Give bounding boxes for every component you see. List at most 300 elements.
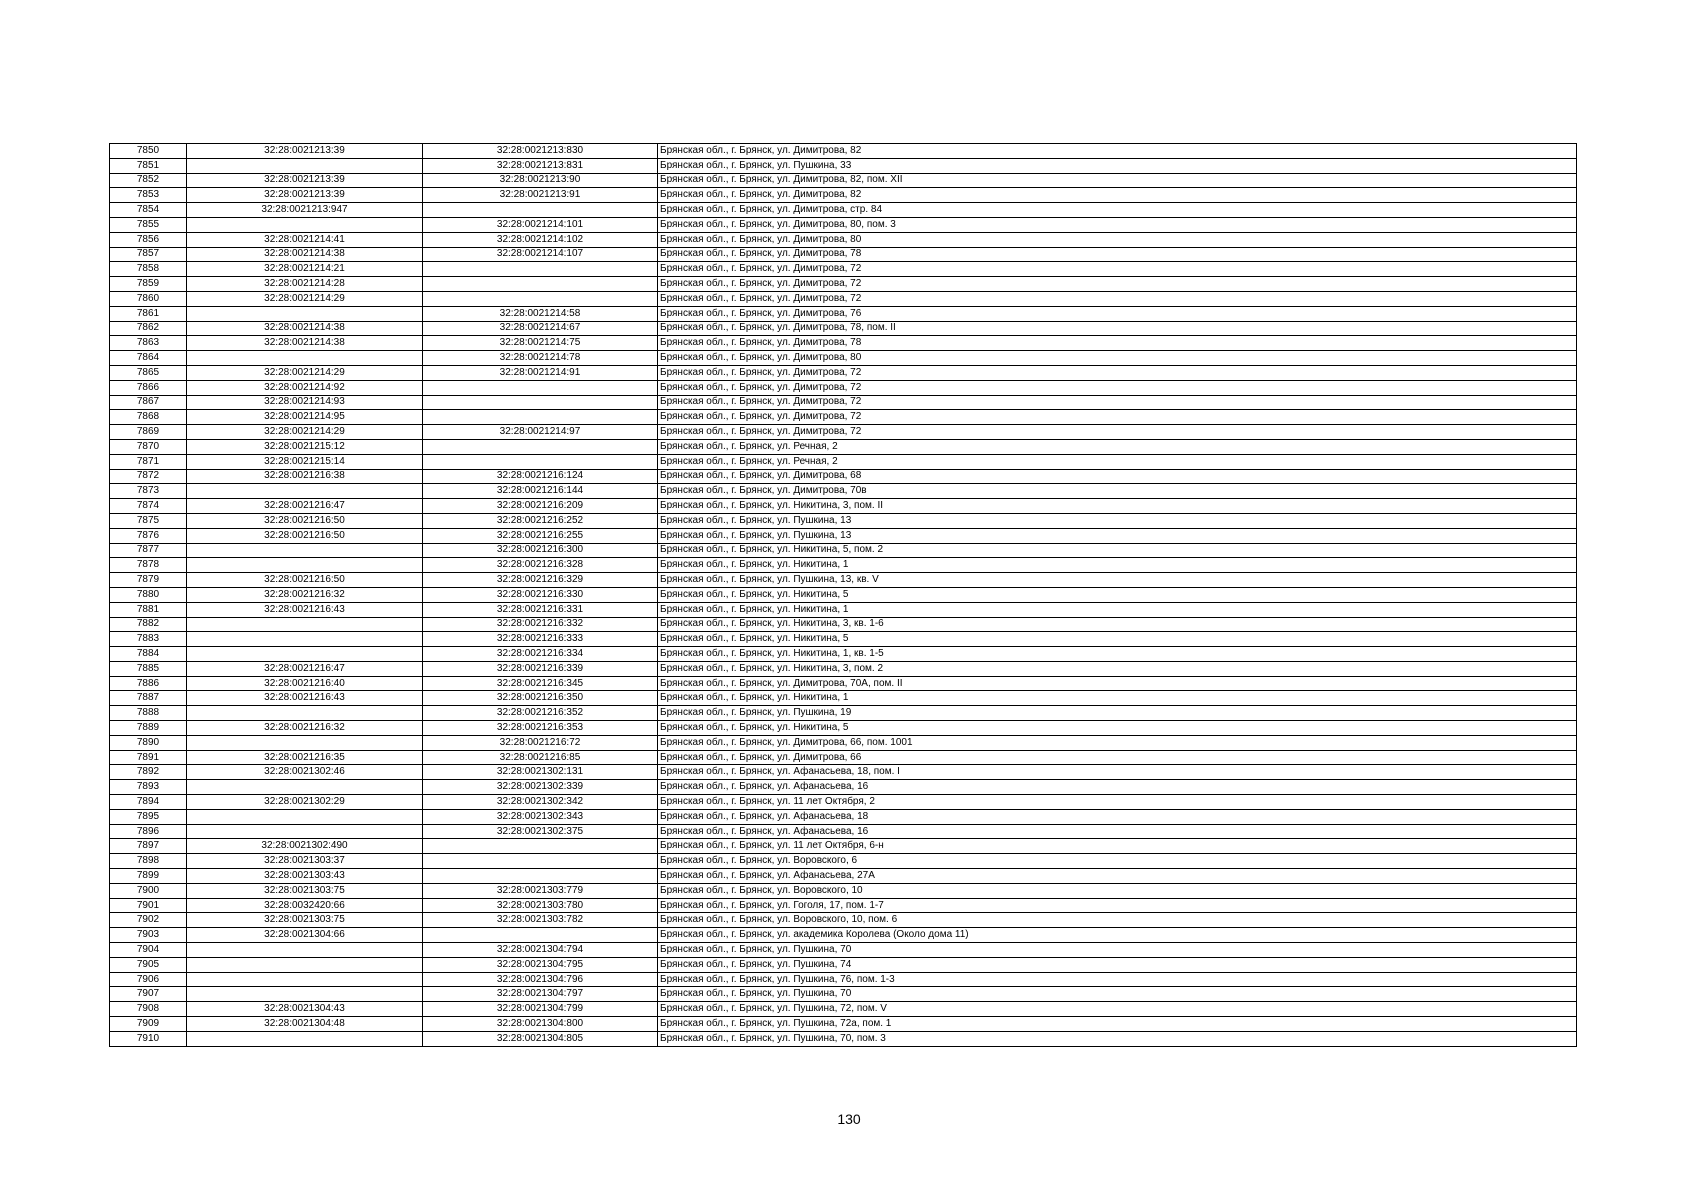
table-row xyxy=(110,217,1577,232)
parcel-number-cell: 32:28:0021303:75 xyxy=(187,883,423,898)
object-number-cell: 32:28:0021214:75 xyxy=(423,336,658,351)
parcel-number-cell: 32:28:0021216:50 xyxy=(187,528,423,543)
object-number-cell: 32:28:0021214:67 xyxy=(423,321,658,336)
row-number-cell: 7869 xyxy=(110,425,187,440)
row-number-cell: 7866 xyxy=(110,380,187,395)
row-number-cell: 7903 xyxy=(110,928,187,943)
row-number-cell: 7860 xyxy=(110,291,187,306)
row-number-cell: 7870 xyxy=(110,439,187,454)
row-number-cell: 7885 xyxy=(110,661,187,676)
address-cell: Брянская обл., г. Брянск, ул. Воровского, 10, пом. 6 xyxy=(658,913,1577,928)
object-number-cell: 32:28:0021216:345 xyxy=(423,676,658,691)
object-number-cell xyxy=(423,277,658,292)
address-cell: Брянская обл., г. Брянск, ул. академика Королева (Около дома 11) xyxy=(658,928,1577,943)
object-number-cell xyxy=(423,291,658,306)
object-number-cell: 32:28:0021214:107 xyxy=(423,247,658,262)
parcel-number-cell: 32:28:0032420:66 xyxy=(187,898,423,913)
address-cell: Брянская обл., г. Брянск, ул. Афанасьева, 18, пом. I xyxy=(658,765,1577,780)
object-number-cell xyxy=(423,439,658,454)
table-row xyxy=(110,573,1577,588)
parcel-number-cell: 32:28:0021216:43 xyxy=(187,691,423,706)
object-number-cell: 32:28:0021302:343 xyxy=(423,809,658,824)
object-number-cell: 32:28:0021216:353 xyxy=(423,721,658,736)
object-number-cell xyxy=(423,854,658,869)
table-row xyxy=(110,883,1577,898)
parcel-number-cell xyxy=(187,972,423,987)
object-number-cell: 32:28:0021213:90 xyxy=(423,173,658,188)
row-number-cell: 7905 xyxy=(110,957,187,972)
object-number-cell: 32:28:0021214:91 xyxy=(423,365,658,380)
parcel-number-cell: 32:28:0021304:43 xyxy=(187,1002,423,1017)
object-number-cell: 32:28:0021216:328 xyxy=(423,558,658,573)
table-row xyxy=(110,395,1577,410)
parcel-number-cell xyxy=(187,943,423,958)
parcel-number-cell xyxy=(187,780,423,795)
parcel-number-cell: 32:28:0021214:95 xyxy=(187,410,423,425)
table-row xyxy=(110,454,1577,469)
parcel-number-cell: 32:28:0021216:47 xyxy=(187,661,423,676)
parcel-number-cell xyxy=(187,706,423,721)
object-number-cell: 32:28:0021304:800 xyxy=(423,1017,658,1032)
table-row xyxy=(110,469,1577,484)
address-cell: Брянская обл., г. Брянск, ул. Димитрова, 72 xyxy=(658,380,1577,395)
registry-table-body xyxy=(110,144,1577,1047)
table-row xyxy=(110,351,1577,366)
table-row xyxy=(110,809,1577,824)
address-cell: Брянская обл., г. Брянск, ул. Никитина, 3, пом. 2 xyxy=(658,661,1577,676)
object-number-cell: 32:28:0021214:101 xyxy=(423,217,658,232)
object-number-cell xyxy=(423,928,658,943)
address-cell: Брянская обл., г. Брянск, ул. Димитрова, 78, пом. II xyxy=(658,321,1577,336)
address-cell: Брянская обл., г. Брянск, ул. Димитрова, 72 xyxy=(658,410,1577,425)
object-number-cell xyxy=(423,454,658,469)
object-number-cell: 32:28:0021216:339 xyxy=(423,661,658,676)
object-number-cell: 32:28:0021304:799 xyxy=(423,1002,658,1017)
table-row xyxy=(110,587,1577,602)
address-cell: Брянская обл., г. Брянск, ул. Пушкина, 13 xyxy=(658,528,1577,543)
object-number-cell: 32:28:0021216:255 xyxy=(423,528,658,543)
object-number-cell: 32:28:0021213:830 xyxy=(423,144,658,159)
address-cell: Брянская обл., г. Брянск, ул. Димитрова, 72 xyxy=(658,277,1577,292)
row-number-cell: 7882 xyxy=(110,617,187,632)
table-row xyxy=(110,647,1577,662)
row-number-cell: 7909 xyxy=(110,1017,187,1032)
row-number-cell: 7854 xyxy=(110,203,187,218)
object-number-cell: 32:28:0021216:252 xyxy=(423,513,658,528)
object-number-cell xyxy=(423,262,658,277)
row-number-cell: 7871 xyxy=(110,454,187,469)
row-number-cell: 7887 xyxy=(110,691,187,706)
object-number-cell: 32:28:0021216:332 xyxy=(423,617,658,632)
object-number-cell: 32:28:0021216:352 xyxy=(423,706,658,721)
address-cell: Брянская обл., г. Брянск, ул. Димитрова, 80 xyxy=(658,232,1577,247)
parcel-number-cell xyxy=(187,957,423,972)
row-number-cell: 7908 xyxy=(110,1002,187,1017)
object-number-cell xyxy=(423,203,658,218)
row-number-cell: 7883 xyxy=(110,632,187,647)
row-number-cell: 7899 xyxy=(110,869,187,884)
object-number-cell: 32:28:0021216:72 xyxy=(423,735,658,750)
parcel-number-cell: 32:28:0021214:38 xyxy=(187,336,423,351)
parcel-number-cell: 32:28:0021216:32 xyxy=(187,721,423,736)
table-row xyxy=(110,706,1577,721)
address-cell: Брянская обл., г. Брянск, ул. Афанасьева, 16 xyxy=(658,824,1577,839)
row-number-cell: 7894 xyxy=(110,795,187,810)
table-row xyxy=(110,232,1577,247)
address-cell: Брянская обл., г. Брянск, ул. Пушкина, 13 xyxy=(658,513,1577,528)
row-number-cell: 7851 xyxy=(110,158,187,173)
address-cell: Брянская обл., г. Брянск, ул. Гоголя, 17, пом. 1-7 xyxy=(658,898,1577,913)
table-row xyxy=(110,735,1577,750)
row-number-cell: 7850 xyxy=(110,144,187,159)
address-cell: Брянская обл., г. Брянск, ул. Пушкина, 13, кв. V xyxy=(658,573,1577,588)
table-row xyxy=(110,365,1577,380)
row-number-cell: 7886 xyxy=(110,676,187,691)
row-number-cell: 7880 xyxy=(110,587,187,602)
row-number-cell: 7895 xyxy=(110,809,187,824)
table-row xyxy=(110,602,1577,617)
table-row xyxy=(110,543,1577,558)
address-cell: Брянская обл., г. Брянск, ул. Пушкина, 33 xyxy=(658,158,1577,173)
parcel-number-cell: 32:28:0021214:93 xyxy=(187,395,423,410)
table-row xyxy=(110,839,1577,854)
table-row xyxy=(110,321,1577,336)
parcel-number-cell: 32:28:0021216:47 xyxy=(187,499,423,514)
table-row xyxy=(110,247,1577,262)
object-number-cell: 32:28:0021216:331 xyxy=(423,602,658,617)
address-cell: Брянская обл., г. Брянск, ул. Никитина, 1 xyxy=(658,602,1577,617)
table-row xyxy=(110,425,1577,440)
row-number-cell: 7876 xyxy=(110,528,187,543)
address-cell: Брянская обл., г. Брянск, ул. Пушкина, 70 xyxy=(658,943,1577,958)
address-cell: Брянская обл., г. Брянск, ул. Речная, 2 xyxy=(658,454,1577,469)
table-row xyxy=(110,957,1577,972)
table-row xyxy=(110,913,1577,928)
table-row xyxy=(110,1017,1577,1032)
row-number-cell: 7906 xyxy=(110,972,187,987)
object-number-cell: 32:28:0021214:78 xyxy=(423,351,658,366)
row-number-cell: 7901 xyxy=(110,898,187,913)
object-number-cell: 32:28:0021216:330 xyxy=(423,587,658,602)
parcel-number-cell xyxy=(187,809,423,824)
row-number-cell: 7858 xyxy=(110,262,187,277)
table-row xyxy=(110,898,1577,913)
table-row xyxy=(110,1031,1577,1046)
parcel-number-cell xyxy=(187,1031,423,1046)
row-number-cell: 7896 xyxy=(110,824,187,839)
parcel-number-cell: 32:28:0021214:21 xyxy=(187,262,423,277)
address-cell: Брянская обл., г. Брянск, ул. Димитрова, 78 xyxy=(658,336,1577,351)
object-number-cell: 32:28:0021304:796 xyxy=(423,972,658,987)
object-number-cell: 32:28:0021303:782 xyxy=(423,913,658,928)
object-number-cell: 32:28:0021304:794 xyxy=(423,943,658,958)
address-cell: Брянская обл., г. Брянск, ул. Димитрова, 66 xyxy=(658,750,1577,765)
parcel-number-cell: 32:28:0021214:28 xyxy=(187,277,423,292)
parcel-number-cell: 32:28:0021213:39 xyxy=(187,144,423,159)
object-number-cell: 32:28:0021302:131 xyxy=(423,765,658,780)
row-number-cell: 7907 xyxy=(110,987,187,1002)
table-row xyxy=(110,306,1577,321)
parcel-number-cell: 32:28:0021216:43 xyxy=(187,602,423,617)
table-row xyxy=(110,410,1577,425)
address-cell: Брянская обл., г. Брянск, ул. Никитина, 1, кв. 1-5 xyxy=(658,647,1577,662)
parcel-number-cell: 32:28:0021302:29 xyxy=(187,795,423,810)
table-row xyxy=(110,528,1577,543)
table-row xyxy=(110,173,1577,188)
row-number-cell: 7877 xyxy=(110,543,187,558)
parcel-number-cell xyxy=(187,647,423,662)
parcel-number-cell: 32:28:0021215:12 xyxy=(187,439,423,454)
table-row xyxy=(110,203,1577,218)
address-cell: Брянская обл., г. Брянск, ул. Речная, 2 xyxy=(658,439,1577,454)
address-cell: Брянская обл., г. Брянск, ул. Димитрова, 72 xyxy=(658,262,1577,277)
row-number-cell: 7889 xyxy=(110,721,187,736)
parcel-number-cell: 32:28:0021214:29 xyxy=(187,425,423,440)
parcel-number-cell: 32:28:0021216:50 xyxy=(187,513,423,528)
table-row xyxy=(110,158,1577,173)
address-cell: Брянская обл., г. Брянск, ул. Димитрова, 66, пом. 1001 xyxy=(658,735,1577,750)
address-cell: Брянская обл., г. Брянск, ул. Пушкина, 76, пом. 1-3 xyxy=(658,972,1577,987)
parcel-number-cell xyxy=(187,617,423,632)
parcel-number-cell: 32:28:0021214:38 xyxy=(187,247,423,262)
address-cell: Брянская обл., г. Брянск, ул. Димитрова, 70в xyxy=(658,484,1577,499)
address-cell: Брянская обл., г. Брянск, ул. Димитрова, 68 xyxy=(658,469,1577,484)
object-number-cell: 32:28:0021216:124 xyxy=(423,469,658,484)
table-row xyxy=(110,277,1577,292)
row-number-cell: 7873 xyxy=(110,484,187,499)
address-cell: Брянская обл., г. Брянск, ул. Никитина, 5 xyxy=(658,721,1577,736)
object-number-cell: 32:28:0021304:805 xyxy=(423,1031,658,1046)
parcel-number-cell: 32:28:0021216:40 xyxy=(187,676,423,691)
address-cell: Брянская обл., г. Брянск, ул. 11 лет Октября, 6-н xyxy=(658,839,1577,854)
table-row xyxy=(110,291,1577,306)
parcel-number-cell: 32:28:0021214:29 xyxy=(187,291,423,306)
object-number-cell: 32:28:0021213:831 xyxy=(423,158,658,173)
parcel-number-cell: 32:28:0021302:490 xyxy=(187,839,423,854)
parcel-number-cell: 32:28:0021216:38 xyxy=(187,469,423,484)
object-number-cell xyxy=(423,410,658,425)
table-row xyxy=(110,869,1577,884)
parcel-number-cell xyxy=(187,217,423,232)
object-number-cell: 32:28:0021216:329 xyxy=(423,573,658,588)
object-number-cell: 32:28:0021216:209 xyxy=(423,499,658,514)
object-number-cell: 32:28:0021214:58 xyxy=(423,306,658,321)
row-number-cell: 7884 xyxy=(110,647,187,662)
parcel-number-cell xyxy=(187,306,423,321)
parcel-number-cell: 32:28:0021303:37 xyxy=(187,854,423,869)
parcel-number-cell: 32:28:0021303:75 xyxy=(187,913,423,928)
row-number-cell: 7853 xyxy=(110,188,187,203)
parcel-number-cell: 32:28:0021213:39 xyxy=(187,173,423,188)
table-row xyxy=(110,765,1577,780)
row-number-cell: 7872 xyxy=(110,469,187,484)
address-cell: Брянская обл., г. Брянск, ул. Димитрова, 82 xyxy=(658,188,1577,203)
table-row xyxy=(110,721,1577,736)
address-cell: Брянская обл., г. Брянск, ул. Димитрова, 78 xyxy=(658,247,1577,262)
object-number-cell: 32:28:0021216:334 xyxy=(423,647,658,662)
table-row xyxy=(110,676,1577,691)
object-number-cell: 32:28:0021304:797 xyxy=(423,987,658,1002)
row-number-cell: 7857 xyxy=(110,247,187,262)
parcel-number-cell: 32:28:0021215:14 xyxy=(187,454,423,469)
address-cell: Брянская обл., г. Брянск, ул. Пушкина, 70 xyxy=(658,987,1577,1002)
object-number-cell: 32:28:0021303:779 xyxy=(423,883,658,898)
table-row xyxy=(110,987,1577,1002)
parcel-number-cell xyxy=(187,158,423,173)
parcel-number-cell xyxy=(187,543,423,558)
table-row xyxy=(110,336,1577,351)
row-number-cell: 7868 xyxy=(110,410,187,425)
object-number-cell: 32:28:0021302:342 xyxy=(423,795,658,810)
table-row xyxy=(110,499,1577,514)
address-cell: Брянская обл., г. Брянск, ул. Никитина, 5 xyxy=(658,587,1577,602)
address-cell: Брянская обл., г. Брянск, ул. Никитина, 3, пом. II xyxy=(658,499,1577,514)
page-number: 130 xyxy=(837,1111,861,1127)
row-number-cell: 7890 xyxy=(110,735,187,750)
parcel-number-cell: 32:28:0021303:43 xyxy=(187,869,423,884)
parcel-number-cell: 32:28:0021213:39 xyxy=(187,188,423,203)
address-cell: Брянская обл., г. Брянск, ул. Пушкина, 72, пом. V xyxy=(658,1002,1577,1017)
row-number-cell: 7874 xyxy=(110,499,187,514)
object-number-cell: 32:28:0021302:339 xyxy=(423,780,658,795)
object-number-cell: 32:28:0021216:300 xyxy=(423,543,658,558)
parcel-number-cell xyxy=(187,484,423,499)
row-number-cell: 7859 xyxy=(110,277,187,292)
object-number-cell: 32:28:0021213:91 xyxy=(423,188,658,203)
parcel-number-cell: 32:28:0021214:41 xyxy=(187,232,423,247)
parcel-number-cell: 32:28:0021213:947 xyxy=(187,203,423,218)
row-number-cell: 7888 xyxy=(110,706,187,721)
parcel-number-cell xyxy=(187,735,423,750)
table-row xyxy=(110,380,1577,395)
address-cell: Брянская обл., г. Брянск, ул. Димитрова, 82, пом. XII xyxy=(658,173,1577,188)
parcel-number-cell: 32:28:0021302:46 xyxy=(187,765,423,780)
row-number-cell: 7902 xyxy=(110,913,187,928)
table-row xyxy=(110,824,1577,839)
table-row xyxy=(110,691,1577,706)
address-cell: Брянская обл., г. Брянск, ул. Димитрова, 76 xyxy=(658,306,1577,321)
object-number-cell xyxy=(423,395,658,410)
row-number-cell: 7900 xyxy=(110,883,187,898)
parcel-number-cell xyxy=(187,558,423,573)
address-cell: Брянская обл., г. Брянск, ул. Димитрова, 72 xyxy=(658,365,1577,380)
object-number-cell: 32:28:0021302:375 xyxy=(423,824,658,839)
parcel-number-cell: 32:28:0021216:50 xyxy=(187,573,423,588)
table-row xyxy=(110,632,1577,647)
row-number-cell: 7878 xyxy=(110,558,187,573)
row-number-cell: 7904 xyxy=(110,943,187,958)
address-cell: Брянская обл., г. Брянск, ул. 11 лет Октября, 2 xyxy=(658,795,1577,810)
table-row xyxy=(110,484,1577,499)
table-row xyxy=(110,750,1577,765)
table-row xyxy=(110,854,1577,869)
row-number-cell: 7862 xyxy=(110,321,187,336)
parcel-number-cell: 32:28:0021214:29 xyxy=(187,365,423,380)
row-number-cell: 7855 xyxy=(110,217,187,232)
parcel-number-cell: 32:28:0021304:48 xyxy=(187,1017,423,1032)
address-cell: Брянская обл., г. Брянск, ул. Пушкина, 72а, пом. 1 xyxy=(658,1017,1577,1032)
row-number-cell: 7865 xyxy=(110,365,187,380)
table-row xyxy=(110,972,1577,987)
table-row xyxy=(110,188,1577,203)
address-cell: Брянская обл., г. Брянск, ул. Димитрова, 72 xyxy=(658,425,1577,440)
table-row xyxy=(110,780,1577,795)
address-cell: Брянская обл., г. Брянск, ул. Афанасьева, 18 xyxy=(658,809,1577,824)
row-number-cell: 7861 xyxy=(110,306,187,321)
table-row xyxy=(110,661,1577,676)
registry-table xyxy=(109,143,1577,1047)
object-number-cell xyxy=(423,869,658,884)
table-row xyxy=(110,262,1577,277)
address-cell: Брянская обл., г. Брянск, ул. Димитрова, 72 xyxy=(658,395,1577,410)
row-number-cell: 7893 xyxy=(110,780,187,795)
address-cell: Брянская обл., г. Брянск, ул. Димитрова, 80 xyxy=(658,351,1577,366)
parcel-number-cell xyxy=(187,632,423,647)
object-number-cell: 32:28:0021216:144 xyxy=(423,484,658,499)
object-number-cell: 32:28:0021216:333 xyxy=(423,632,658,647)
table-row xyxy=(110,513,1577,528)
address-cell: Брянская обл., г. Брянск, ул. Пушкина, 19 xyxy=(658,706,1577,721)
table-row xyxy=(110,928,1577,943)
row-number-cell: 7852 xyxy=(110,173,187,188)
table-row xyxy=(110,558,1577,573)
address-cell: Брянская обл., г. Брянск, ул. Димитрова, стр. 84 xyxy=(658,203,1577,218)
row-number-cell: 7863 xyxy=(110,336,187,351)
address-cell: Брянская обл., г. Брянск, ул. Никитина, 5, пом. 2 xyxy=(658,543,1577,558)
address-cell: Брянская обл., г. Брянск, ул. Пушкина, 70, пом. 3 xyxy=(658,1031,1577,1046)
parcel-number-cell: 32:28:0021214:92 xyxy=(187,380,423,395)
row-number-cell: 7897 xyxy=(110,839,187,854)
row-number-cell: 7864 xyxy=(110,351,187,366)
object-number-cell: 32:28:0021214:102 xyxy=(423,232,658,247)
row-number-cell: 7867 xyxy=(110,395,187,410)
object-number-cell: 32:28:0021303:780 xyxy=(423,898,658,913)
address-cell: Брянская обл., г. Брянск, ул. Воровского, 6 xyxy=(658,854,1577,869)
address-cell: Брянская обл., г. Брянск, ул. Никитина, 3, кв. 1-6 xyxy=(658,617,1577,632)
row-number-cell: 7856 xyxy=(110,232,187,247)
row-number-cell: 7910 xyxy=(110,1031,187,1046)
row-number-cell: 7881 xyxy=(110,602,187,617)
parcel-number-cell xyxy=(187,351,423,366)
address-cell: Брянская обл., г. Брянск, ул. Димитрова, 72 xyxy=(658,291,1577,306)
table-row xyxy=(110,439,1577,454)
address-cell: Брянская обл., г. Брянск, ул. Пушкина, 74 xyxy=(658,957,1577,972)
row-number-cell: 7875 xyxy=(110,513,187,528)
address-cell: Брянская обл., г. Брянск, ул. Афанасьева, 16 xyxy=(658,780,1577,795)
address-cell: Брянская обл., г. Брянск, ул. Воровского, 10 xyxy=(658,883,1577,898)
table-row xyxy=(110,144,1577,159)
object-number-cell xyxy=(423,380,658,395)
address-cell: Брянская обл., г. Брянск, ул. Никитина, 1 xyxy=(658,558,1577,573)
address-cell: Брянская обл., г. Брянск, ул. Афанасьева, 27А xyxy=(658,869,1577,884)
table-row xyxy=(110,795,1577,810)
address-cell: Брянская обл., г. Брянск, ул. Димитрова, 80, пом. 3 xyxy=(658,217,1577,232)
row-number-cell: 7891 xyxy=(110,750,187,765)
address-cell: Брянская обл., г. Брянск, ул. Димитрова, 70А, пом. II xyxy=(658,676,1577,691)
row-number-cell: 7892 xyxy=(110,765,187,780)
object-number-cell: 32:28:0021304:795 xyxy=(423,957,658,972)
table-row xyxy=(110,1002,1577,1017)
address-cell: Брянская обл., г. Брянск, ул. Никитина, 1 xyxy=(658,691,1577,706)
object-number-cell: 32:28:0021216:350 xyxy=(423,691,658,706)
object-number-cell: 32:28:0021216:85 xyxy=(423,750,658,765)
object-number-cell: 32:28:0021214:97 xyxy=(423,425,658,440)
address-cell: Брянская обл., г. Брянск, ул. Димитрова, 82 xyxy=(658,144,1577,159)
row-number-cell: 7879 xyxy=(110,573,187,588)
object-number-cell xyxy=(423,839,658,854)
parcel-number-cell: 32:28:0021216:32 xyxy=(187,587,423,602)
table-row xyxy=(110,617,1577,632)
